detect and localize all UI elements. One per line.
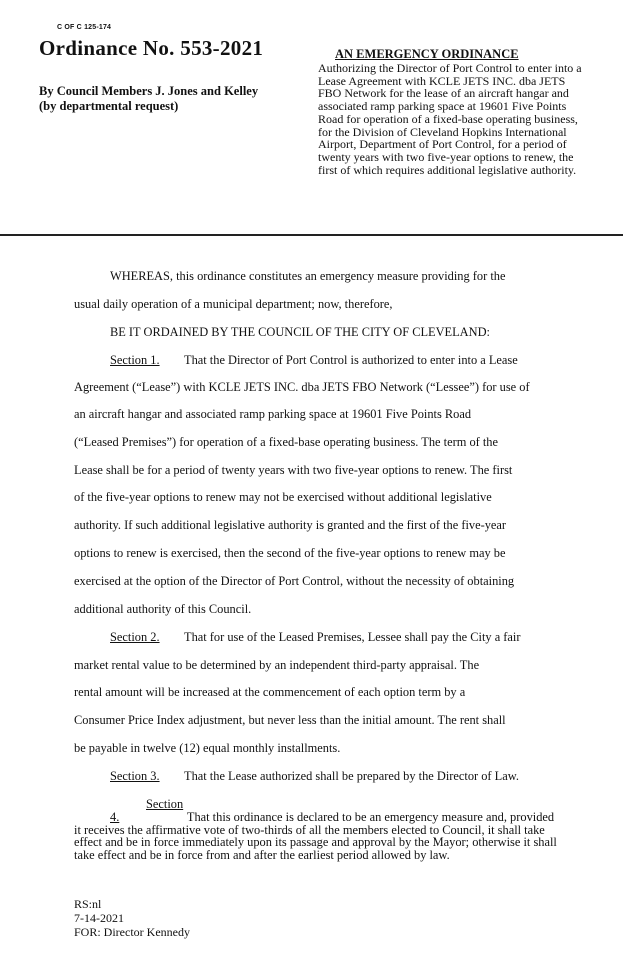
section-3-text: That the Lease authorized shall be prepared by the Director of Law. <box>184 769 519 783</box>
header-divider <box>0 234 623 236</box>
whereas-line: WHEREAS, this ordinance constitutes an emergency measure providing for the <box>110 269 506 283</box>
whereas-line: usual daily operation of a municipal department; now, therefore, <box>74 297 393 311</box>
document-code: C OF C 125-174 <box>57 24 112 31</box>
section-1-first-text: That the Director of Port Control is authorized to enter into a Lease <box>184 353 518 367</box>
ordinance-summary-block <box>318 48 588 176</box>
sponsors-line-1: By Council Members J. Jones and Kelley <box>39 84 259 98</box>
section-1-label: Section 1. <box>110 353 160 367</box>
sponsors-line-2: (by departmental request) <box>39 99 179 113</box>
sponsors <box>39 84 309 114</box>
section-1-line: Agreement (“Lease”) with KCLE JETS INC. dba JETS FBO Network (“Lessee”) for use of <box>74 380 530 394</box>
section-1-line: (“Leased Premises”) for operation of a fixed-base operating business. The term of the <box>74 435 498 449</box>
section-1-line: additional authority of this Council. <box>74 602 252 616</box>
initials: RS:nl <box>74 897 102 911</box>
section-2-line: market rental value to be determined by an independent third-party appraisal. The <box>74 658 480 672</box>
section-1-line: an aircraft hangar and associated ramp parking space at 19601 Five Points Road <box>74 407 472 421</box>
ordained-clause: BE IT ORDAINED BY THE COUNCIL OF THE CITY OF CLEVELAND: <box>110 325 490 339</box>
section-2-line: Consumer Price Index adjustment, but never less than the initial amount. The rent shall <box>74 713 506 727</box>
section-1-line: of the five-year options to renew may not be exercised without additional legislative <box>74 490 492 504</box>
emergency-title: AN EMERGENCY ORDINANCE <box>335 47 519 61</box>
section-1-line: authority. If such additional legislative authority is granted and the first of the five-year <box>74 518 507 532</box>
section-3-line <box>110 769 590 784</box>
ordinance-summary: Authorizing the Director of Port Control to enter into a Lease Agreement with KCLE JETS INC. dba JETS FBO Network for the lease of an aircraft hangar and associated ramp parking space at 19601 Five Points Road for operation of a fixed-base operating business, for the Division of Cleveland Hopkins International Airport, Department of Port Control, for a period of twenty years with two five-year options to renew, the first of which requires additional legislative authority. <box>318 61 582 177</box>
section-2-label: Section 2. <box>110 630 160 644</box>
section-4-paragraph <box>74 798 559 862</box>
section-2-line: rental amount will be increased at the commencement of each option term by a <box>74 685 466 699</box>
footer-notes <box>74 897 190 939</box>
for-line: FOR: Director Kennedy <box>74 925 190 939</box>
section-1-first-line <box>110 353 590 368</box>
section-4-label: Section 4. <box>110 797 184 824</box>
section-3-label: Section 3. <box>110 769 160 783</box>
section-1-line: options to renew is exercised, then the second of the five-year options to renew may be <box>74 546 506 560</box>
section-2-line: be payable in twelve (12) equal monthly installments. <box>74 741 341 755</box>
section-1-line: exercised at the option of the Director of Port Control, without the necessity of obtaining <box>74 574 515 588</box>
section-2-first-line <box>110 630 590 645</box>
section-4-text: That this ordinance is declared to be an emergency measure and, provided it receives the affirmative vote of two-thirds of all the members elected to Council, it shall take effect and be in force immediately upon its passage and approval by the Mayor; otherwise it shall take effect and be in force from and after the earliest period allowed by law. <box>74 809 557 863</box>
section-1-line: Lease shall be for a period of twenty years with two five-year options to renew. The first <box>74 463 513 477</box>
date: 7-14-2021 <box>74 911 124 925</box>
section-2-first-text: That for use of the Leased Premises, Lessee shall pay the City a fair <box>184 630 521 644</box>
ordinance-number: Ordinance No. 553-2021 <box>39 36 264 60</box>
